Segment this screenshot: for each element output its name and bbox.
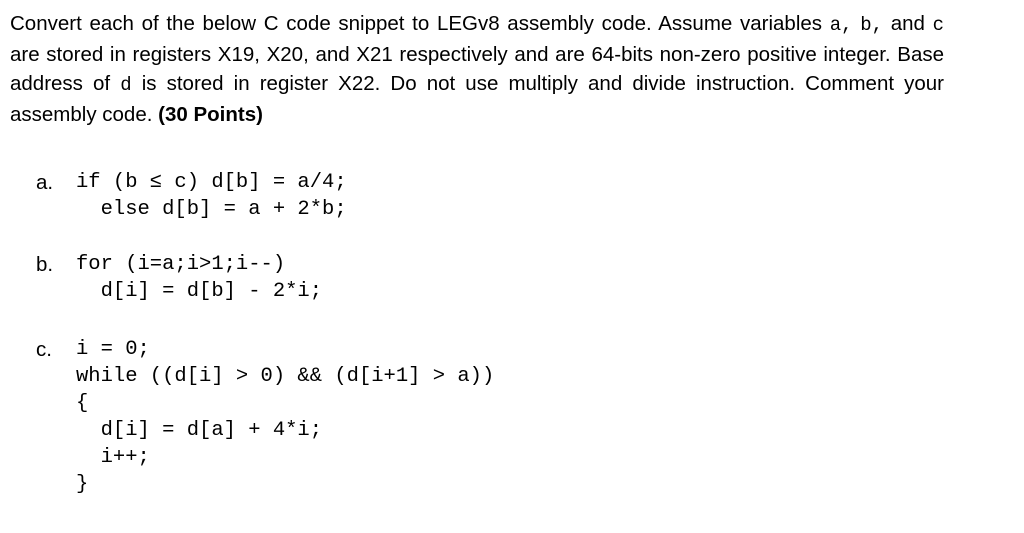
problem-statement <box>10 9 944 129</box>
code-snippet: for (i=a;i>1;i--) d[i] = d[b] - 2*i; <box>76 253 323 303</box>
points-label: (30 Points) <box>158 103 263 126</box>
code-snippet: if (b ≤ c) d[b] = a/4; else d[b] = a + 2*b; <box>76 171 347 221</box>
problem-text-5: is stored in register X22. Do not use multiply and divide instruction. Comment your assembly code. <box>10 72 945 126</box>
item-marker: a. <box>36 171 54 194</box>
code-snippet: i = 0; while ((d[i] > 0) && (d[i+1] > a)) { d[i] = d[a] + 4*i; i++; } <box>76 338 495 496</box>
problem-text-4: are stored in registers X19, X20, and X21 respectively and are 64-bits non-zero positive integer. Base address of <box>10 43 944 95</box>
variable-b: b, <box>860 14 884 36</box>
problem-text-1: Convert each of the below C code snippet to LEGv8 assembly code. Assume variables <box>10 12 830 35</box>
item-marker: b. <box>36 253 54 276</box>
variable-c: c <box>932 14 944 36</box>
variable-a: a, <box>829 14 853 36</box>
item-marker: c. <box>36 338 52 361</box>
variable-d: d <box>120 74 132 96</box>
problem-text-3: and <box>883 12 933 35</box>
